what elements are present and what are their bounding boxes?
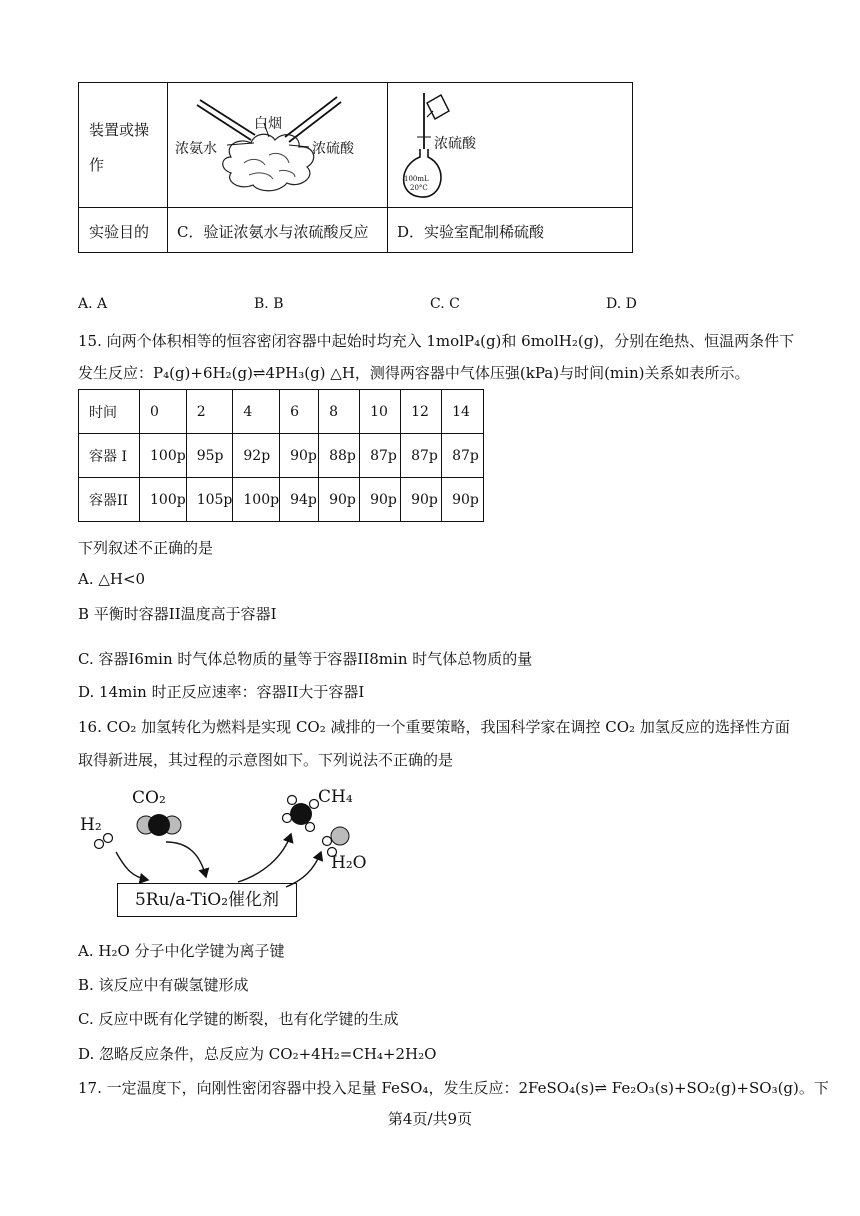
q16-stem-line1: 16. CO₂ 加氢转化为燃料是实现 CO₂ 减排的一个重要策略，我国科学家在调控 CO₂ 加氢反应的选择性方面 [78, 718, 790, 736]
q15-option-d[interactable]: D. 14min 时正反应速率：容器II大于容器I [78, 683, 365, 701]
table-divider [167, 83, 168, 252]
table-cell: 100p [140, 434, 187, 478]
label-ammonia: 浓氨水 [175, 141, 217, 157]
label-conc-sulfuric-acid-c: 浓硫酸 [312, 141, 354, 157]
q16-stem-line2: 取得新进展，其过程的示意图如下。下列说法不正确的是 [78, 751, 454, 769]
q14-option-a[interactable]: A. A [78, 296, 108, 312]
q15-option-a[interactable]: A. △H<0 [78, 570, 146, 588]
table-cell: 6 [280, 390, 319, 434]
label-h2o: H₂O [331, 853, 367, 873]
table-cell: 容器II [79, 478, 140, 522]
q14-option-c[interactable]: C. C [430, 296, 460, 312]
q16-option-c[interactable]: C. 反应中既有化学键的断裂，也有化学键的生成 [78, 1010, 399, 1028]
table-cell: 90p [280, 434, 319, 478]
table-cell: 87p [442, 434, 484, 478]
table-cell: 时间 [79, 390, 140, 434]
table-cell: 105p [186, 478, 233, 522]
table-cell: 90p [360, 478, 401, 522]
option-d-purpose: D．实验室配制稀硫酸 [397, 223, 545, 241]
table-cell: 12 [401, 390, 442, 434]
label-conc-sulfuric-acid-d: 浓硫酸 [434, 136, 476, 152]
row2-header: 实验目的 [89, 223, 150, 241]
q15-stem-line2: 发生反应：P₄(g)+6H₂(g)⇌4PH₃(g) △H，测得两容器中气体压强(kPa)与时间(min)关系如表所示。 [78, 364, 750, 382]
table-cell: 88p [319, 434, 360, 478]
table-cell: 90p [401, 478, 442, 522]
table-cell: 100p [140, 478, 187, 522]
row1-header-line1: 装置或操 [89, 121, 150, 139]
table-cell: 2 [186, 390, 233, 434]
q16-option-b[interactable]: B. 该反应中有碳氢键形成 [78, 976, 249, 994]
label-co2: CO₂ [132, 788, 166, 808]
q14-table [78, 82, 633, 253]
q14-option-d[interactable]: D. D [606, 296, 637, 312]
label-ch4: CH₄ [318, 787, 353, 807]
table-cell: 90p [319, 478, 360, 522]
table-cell: 14 [442, 390, 484, 434]
q15-pressure-table [78, 389, 484, 522]
table-cell: 容器 I [79, 434, 140, 478]
q16-option-d[interactable]: D. 忽略反应条件，总反应为 CO₂+4H₂=CH₄+2H₂O [78, 1045, 437, 1063]
table-divider [79, 207, 632, 208]
q15-stem-line1: 15. 向两个体积相等的恒容密闭容器中起始时均充入 1molP₄(g)和 6molH₂(g)，分别在绝热、恒温两条件下 [78, 332, 795, 350]
table-cell: 10 [360, 390, 401, 434]
table-row [79, 434, 484, 478]
q15-option-b[interactable]: B 平衡时容器II温度高于容器I [78, 605, 277, 623]
table-cell: 87p [360, 434, 401, 478]
catalyst-box: 5Ru/a-TiO₂催化剂 [117, 883, 297, 917]
q14-options [78, 296, 778, 316]
table-cell: 92p [233, 434, 280, 478]
flask-temp-label: 20°C [410, 184, 428, 192]
table-row [79, 478, 484, 522]
q16-option-a[interactable]: A. H₂O 分子中化学键为离子键 [78, 942, 285, 960]
q15-prompt: 下列叙述不正确的是 [78, 539, 214, 557]
table-row [79, 390, 484, 434]
q15-option-c[interactable]: C. 容器I6min 时气体总物质的量等于容器II8min 时气体总物质的量 [78, 650, 533, 668]
q17-stem-line1: 17. 一定温度下，向刚性密闭容器中投入足量 FeSO₄，发生反应：2FeSO₄(s)⇌ Fe₂O₃(s)+SO₂(g)+SO₃(g)。下 [78, 1079, 829, 1097]
table-divider [387, 83, 388, 252]
table-cell: 95p [186, 434, 233, 478]
label-h2: H₂ [80, 815, 102, 835]
label-white-smoke: 白烟 [254, 116, 282, 132]
table-cell: 0 [140, 390, 187, 434]
q14-option-b[interactable]: B. B [254, 296, 284, 312]
table-cell: 90p [442, 478, 484, 522]
option-c-purpose: C．验证浓氨水与浓硫酸反应 [177, 223, 369, 241]
page-footer: 第4页/共9页 [387, 1110, 473, 1128]
table-cell: 100p [233, 478, 280, 522]
table-cell: 87p [401, 434, 442, 478]
table-cell: 4 [233, 390, 280, 434]
row1-header-line2: 作 [89, 156, 105, 174]
table-cell: 94p [280, 478, 319, 522]
table-cell: 8 [319, 390, 360, 434]
flask-volume-label: 100mL [404, 175, 429, 183]
